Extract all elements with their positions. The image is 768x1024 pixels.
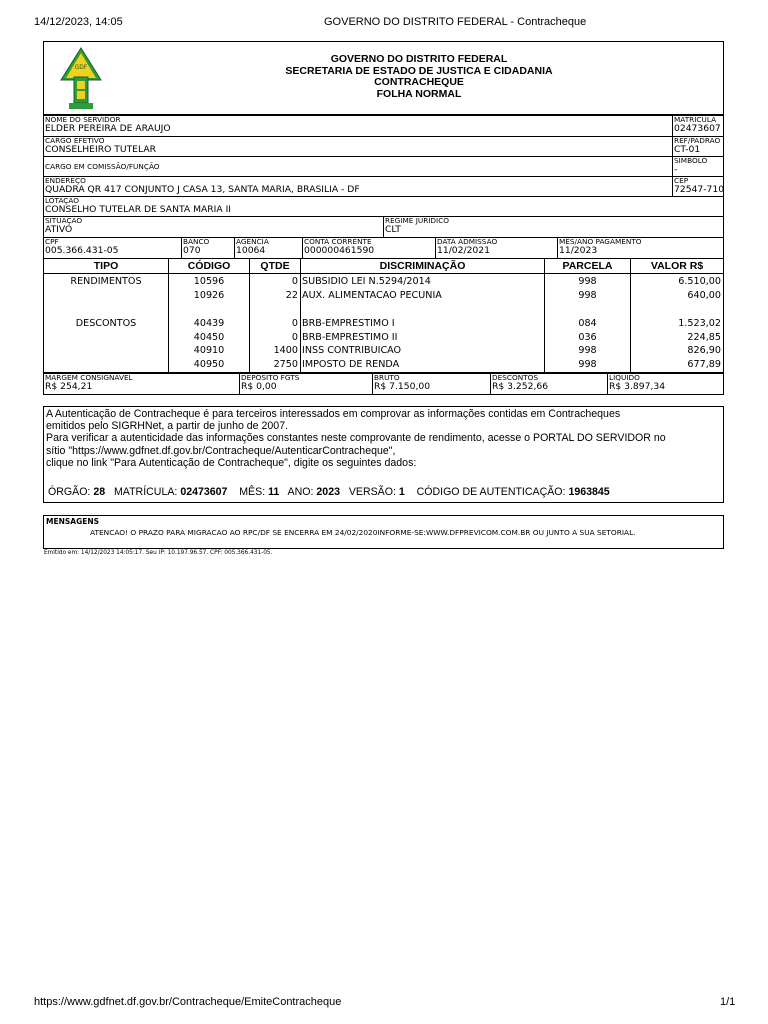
cell-parcela: 998 [578, 345, 597, 356]
auth-line-3: Para verificar a autenticidade das informações constantes neste comprovante de rendimento, acesse o PORTAL DO SERVIDOR no [46, 432, 666, 445]
regime-label: REGIME JURÍDICO [385, 216, 450, 225]
banco-value: 070 [183, 245, 201, 256]
cpf-value: 005.366.431-05 [45, 245, 119, 256]
cell-valor: 6.510,00 [678, 276, 721, 287]
fgts-value: R$ 0,00 [241, 381, 277, 392]
admissao-cell [435, 237, 557, 259]
cep-label: CEP [674, 176, 689, 185]
endereco-label: ENDEREÇO [45, 176, 86, 185]
liquido-label: LÍQUIDO [609, 373, 640, 382]
header-qtde: QTDE [260, 260, 290, 272]
header-discriminacao: DISCRIMINAÇÃO [379, 260, 466, 272]
table-row [44, 275, 723, 289]
cell-desc: IMPOSTO DE RENDA [302, 359, 400, 370]
mes-pag-value: 11/2023 [559, 245, 598, 256]
cell-desc: BRB-EMPRESTIMO I [302, 318, 395, 329]
banco-cell [181, 237, 234, 259]
messages-label: MENSAGENS [46, 517, 100, 526]
print-url[interactable]: https://www.gdfnet.df.gov.br/Contracheque/EmiteContracheque [34, 996, 342, 1008]
cell-codigo: 40439 [193, 318, 225, 329]
payroll-table [43, 259, 724, 373]
ref-label: REF/PADRÃO [674, 136, 721, 145]
agencia-label: AGÊNCIA [236, 237, 269, 246]
mes-pag-label: MÊS/ANO PAGAMENTO [559, 237, 642, 246]
conta-label: CONTA CORRENTE [304, 237, 372, 246]
cell-parcela: 998 [578, 290, 597, 301]
descontos-total-cell [490, 373, 607, 394]
table-row [44, 331, 723, 345]
agencia-cell [234, 237, 302, 259]
simbolo-value: - [674, 164, 678, 175]
regime-value: CLT [385, 224, 401, 235]
orgao-label: ÓRGÃO: [48, 486, 91, 498]
cell-codigo: 40950 [193, 359, 225, 370]
orgao-value: 28 [93, 486, 106, 498]
situacao-value: ATIVO [45, 224, 73, 235]
nome-label: NOME DO SERVIDOR [45, 115, 121, 124]
cell-valor: 677,89 [687, 359, 721, 370]
print-page-number: 1/1 [720, 996, 736, 1008]
print-title: GOVERNO DO DISTRITO FEDERAL - Contracheque [324, 16, 587, 28]
cell-codigo: 40910 [193, 345, 225, 356]
cell-parcela: 998 [578, 359, 597, 370]
group-descontos: DESCONTOS [75, 318, 137, 329]
print-datetime: 14/12/2023, 14:05 [34, 16, 123, 28]
conta-cell [302, 237, 435, 259]
auth-line-5: clique no link "Para Autenticação de Contracheque", digite os seguintes dados: [46, 456, 417, 469]
versao-label: VERSÃO: [348, 486, 396, 498]
title-line-4: FOLHA NORMAL [376, 87, 462, 100]
liquido-value: R$ 3.897,34 [609, 381, 666, 392]
liquido-cell [607, 373, 724, 394]
fgts-cell [239, 373, 372, 394]
regime-cell [383, 216, 724, 237]
matricula-label: MATRÍCULA [674, 115, 717, 124]
cell-qtde: 0 [291, 318, 298, 329]
title-line-3: CONTRACHEQUE [374, 76, 464, 88]
mes-value: 11 [268, 486, 280, 498]
endereco-value: QUADRA QR 417 CONJUNTO J CASA 13, SANTA MARIA, BRASILIA - DF [45, 184, 360, 195]
cell-qtde: 0 [291, 332, 298, 343]
header-parcela: PARCELA [562, 260, 613, 272]
cpf-cell [43, 237, 181, 259]
ref-value: CT-01 [674, 144, 701, 155]
table-row [44, 344, 723, 358]
table-row [44, 317, 723, 331]
auth-codes [48, 486, 610, 498]
banco-label: BANCO [183, 237, 210, 246]
simbolo-label: SÍMBOLO [674, 156, 708, 165]
margem-cell [43, 373, 239, 394]
margem-value: R$ 254,21 [45, 381, 93, 392]
endereco-cell [43, 176, 672, 196]
matricula-cell [672, 115, 724, 136]
cell-valor: 826,90 [687, 345, 721, 356]
cell-parcela: 036 [578, 332, 597, 343]
cell-codigo: 10596 [193, 276, 225, 287]
cell-valor: 1.523,02 [678, 318, 721, 329]
comissao-cell [43, 156, 672, 176]
header-tipo: TIPO [93, 260, 119, 272]
codigo-label: CÓDIGO DE AUTENTICAÇÃO: [416, 486, 566, 498]
agencia-value: 10064 [236, 245, 266, 256]
descontos-total-value: R$ 3.252,66 [492, 381, 549, 392]
mes-pag-cell [557, 237, 724, 259]
fgts-label: DEPÓSITO FGTS [241, 373, 300, 382]
employee-info [43, 115, 724, 259]
simbolo-cell [672, 156, 724, 176]
cell-parcela: 084 [578, 318, 597, 329]
totals-row [43, 373, 724, 395]
versao-value: 1 [398, 486, 405, 498]
lotacao-cell [43, 196, 724, 216]
bruto-cell [372, 373, 490, 394]
lotacao-value: CONSELHO TUTELAR DE SANTA MARIA II [45, 204, 232, 215]
cell-desc: INSS CONTRIBUICAO [302, 345, 402, 356]
cep-value: 72547-710 [674, 184, 724, 195]
document-title [219, 54, 619, 100]
ano-value: 2023 [316, 486, 340, 498]
descontos-total-label: DESCONTOS [492, 373, 538, 382]
situacao-cell [43, 216, 383, 237]
gdf-emblem [47, 45, 115, 112]
bruto-value: R$ 7.150,00 [374, 381, 431, 392]
comissao-label: CARGO EM COMISSÃO/FUNÇÃO [45, 162, 160, 171]
header-valor: VALOR R$ [650, 260, 704, 272]
auth-line-4: sítio "https://www.gdfnet.df.gov.br/Contracheque/AutenticarContracheque", [46, 444, 396, 457]
nome-value: ELDER PEREIRA DE ARAUJO [45, 123, 171, 134]
auth-matricula-value: 02473607 [180, 486, 228, 498]
cell-desc: AUX. ALIMENTACAO PECUNIA [302, 290, 442, 301]
emblem-text: GDF [74, 64, 88, 71]
auth-paragraph [46, 408, 722, 469]
auth-line-1: A Autenticação de Contracheque é para terceiros interessados em comprovar as informações contidas em Contracheques [46, 408, 621, 420]
cell-desc: BRB-EMPRESTIMO II [302, 332, 398, 343]
cell-valor: 640,00 [687, 290, 721, 301]
cell-qtde: 1400 [273, 345, 298, 356]
ano-label: ANO: [287, 486, 314, 498]
cell-qtde: 22 [285, 290, 298, 301]
document-header [43, 41, 724, 115]
cpf-label: CPF [45, 237, 59, 246]
conta-value: 000000461590 [304, 245, 375, 256]
auth-box [43, 406, 724, 503]
bruto-label: BRUTO [374, 373, 400, 382]
cell-valor: 224,85 [687, 332, 721, 343]
messages-box [43, 515, 724, 549]
admissao-value: 11/02/2021 [437, 245, 490, 256]
cell-parcela: 998 [578, 276, 597, 287]
cargo-cell [43, 136, 672, 156]
mes-label: MÊS: [239, 486, 266, 498]
matricula-value: 02473607 [674, 123, 721, 134]
admissao-label: DATA ADMISSÃO [437, 237, 498, 246]
margem-label: MARGEM CONSIGNÁVEL [45, 373, 133, 382]
group-rendimentos: RENDIMENTOS [70, 276, 142, 287]
cep-cell [672, 176, 724, 196]
table-row [44, 358, 723, 372]
cargo-value: CONSELHEIRO TUTELAR [45, 144, 156, 155]
auth-line-2: emitidos pelo SIGRHNet, a partir de junho de 2007. [46, 420, 289, 433]
nome-cell [43, 115, 672, 136]
cell-qtde: 0 [291, 276, 298, 287]
cell-desc: SUBSIDIO LEI N.5294/2014 [302, 276, 431, 287]
auth-matricula-label: MATRÍCULA: [113, 486, 178, 498]
messages-text: ATENCAO! O PRAZO PARA MIGRACAO AO RPC/DF SE ENCERRA EM 24/02/2020INFORME-SE:WWW.DFPREVICOM.COM.BR OU JUNTO A SUA SETORIAL. [90, 528, 636, 537]
cell-codigo: 40450 [193, 332, 225, 343]
title-line-1: GOVERNO DO DISTRITO FEDERAL [330, 53, 508, 65]
cargo-label: CARGO EFETIVO [45, 136, 105, 145]
cell-qtde: 2750 [273, 359, 298, 370]
cell-codigo: 10926 [193, 290, 225, 301]
emitido-line: Emitido em: 14/12/2023 14:05:17. Seu IP: 10.197.96.57. CPF: 005.366.431-05. [44, 550, 273, 556]
codigo-value: 1963845 [568, 486, 610, 498]
lotacao-label: LOTAÇÃO [45, 196, 80, 205]
ref-cell [672, 136, 724, 156]
table-row [44, 289, 723, 303]
situacao-label: SITUAÇÃO [45, 216, 83, 225]
header-codigo: CÓDIGO [187, 260, 231, 272]
title-line-2: SECRETARIA DE ESTADO DE JUSTICA E CIDADANIA [285, 64, 553, 77]
